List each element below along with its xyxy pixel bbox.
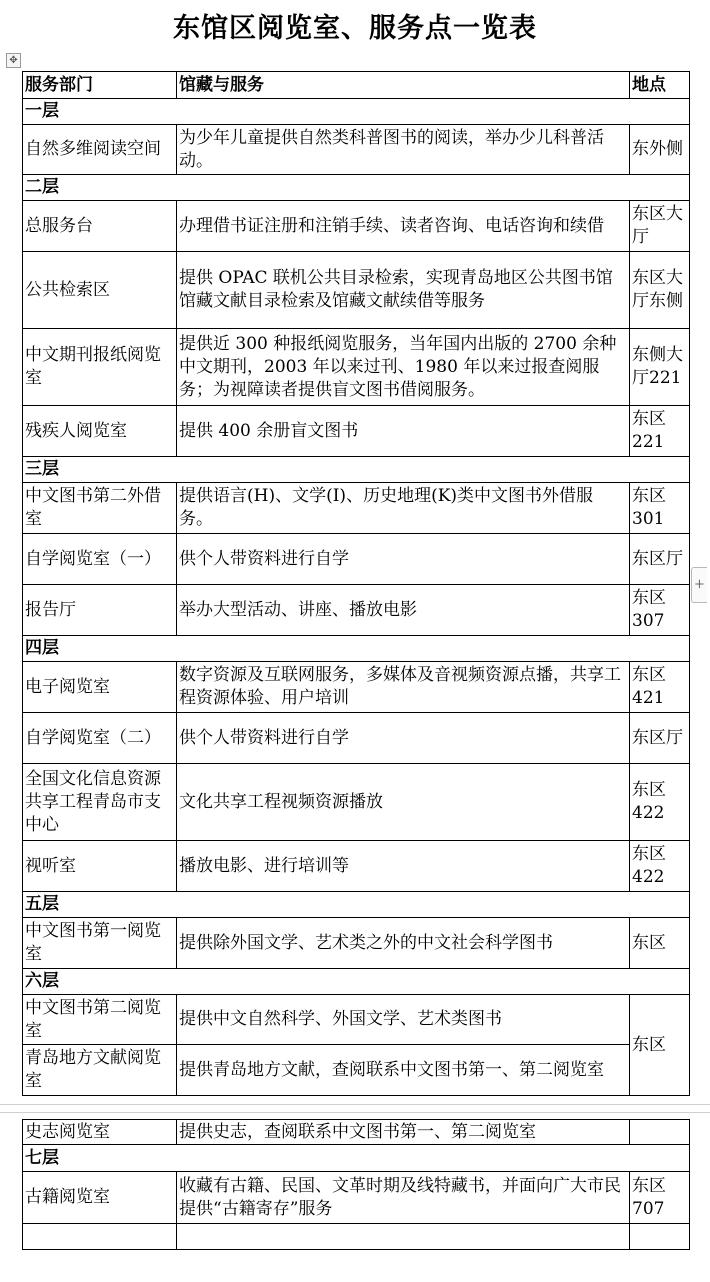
dept-cell: 视听室 [23,841,177,892]
service-cell: 提供近 300 种报纸阅览服务，当年国内出版的 2700 余种中文期刊，2003 年以来过刊、1980 年以来过报查阅服务；为视障读者提供盲文图书借阅服务。 [177,329,630,406]
table-row [23,201,690,252]
table-row [23,585,690,636]
floor-row [23,892,690,918]
location-cell: 东区307 [630,585,690,636]
header-service: 馆藏与服务 [177,72,630,99]
service-cell: 提供 OPAC 联机公共目录检索，实现青岛地区公共图书馆馆藏文献目录检索及馆藏文献续借等服务 [177,252,630,329]
floor-label-5: 五层 [23,892,690,918]
table-row [23,841,690,892]
location-cell: 东区厅 [630,534,690,585]
location-cell: 东外侧 [630,125,690,175]
table-header-row [23,72,690,99]
floor-label-2: 二层 [23,175,690,201]
table-row [23,918,690,969]
dept-cell: 青岛地方文献阅览室 [23,1045,177,1096]
dept-cell: 自学阅览室（一） [23,534,177,585]
table-row-empty [23,1224,690,1250]
service-cell: 提供语言(H)、文学(I)、历史地理(K)类中文图书外借服务。 [177,483,630,534]
service-cell: 收藏有古籍、民国、文革时期及线特藏书，并面向广大市民提供“古籍寄存”服务 [177,1172,630,1224]
location-cell: 东区421 [630,662,690,713]
service-cell: 办理借书证注册和注销手续、读者咨询、电话咨询和续借 [177,201,630,252]
dept-cell: 中文期刊报纸阅览室 [23,329,177,406]
location-cell: 东区 [630,918,690,969]
location-cell: 东区422 [630,841,690,892]
service-cell: 提供青岛地方文献，查阅联系中文图书第一、第二阅览室 [177,1045,630,1096]
location-cell: 东区301 [630,483,690,534]
location-cell: 东区 [630,995,690,1096]
dept-cell: 残疾人阅览室 [23,406,177,457]
floor-row [23,457,690,483]
floor-label-3: 三层 [23,457,690,483]
empty-cell [23,1224,177,1250]
dept-cell: 总服务台 [23,201,177,252]
location-cell: 东区大厅东侧 [630,252,690,329]
dept-cell: 史志阅览室 [23,1120,177,1145]
page-title: 东馆区阅览室、服务点一览表 [173,13,537,44]
table-row [23,406,690,457]
service-table [22,71,690,1096]
table-move-handle-icon[interactable]: ✥ [6,53,21,68]
floor-label-4: 四层 [23,636,690,662]
table-row [23,329,690,406]
table-row [23,1172,690,1224]
location-cell: 东区422 [630,764,690,841]
floor-row [23,99,690,125]
dept-cell: 中文图书第一阅览室 [23,918,177,969]
add-column-handle-icon[interactable]: + [691,567,707,603]
location-cell: 东区707 [630,1172,690,1224]
dept-cell: 自学阅览室（二） [23,713,177,764]
dept-cell: 中文图书第二外借室 [23,483,177,534]
table-row [23,125,690,175]
dept-cell: 古籍阅览室 [23,1172,177,1224]
service-cell: 举办大型活动、讲座、播放电影 [177,585,630,636]
dept-cell: 电子阅览室 [23,662,177,713]
floor-label-1: 一层 [23,99,690,125]
dept-cell: 公共检索区 [23,252,177,329]
floor-label-7: 七层 [23,1145,690,1172]
service-cell: 提供除外国文学、艺术类之外的中文社会科学图书 [177,918,630,969]
table-row [23,662,690,713]
floor-row [23,969,690,995]
table-row [23,764,690,841]
service-cell: 提供史志，查阅联系中文图书第一、第二阅览室 [177,1120,630,1145]
floor-label-6: 六层 [23,969,690,995]
service-cell: 为少年儿童提供自然类科普图书的阅读，举办少儿科普活动。 [177,125,630,175]
location-cell: 东区大厅 [630,201,690,252]
header-location: 地点 [630,72,690,99]
dept-cell: 自然多维阅读空间 [23,125,177,175]
dept-cell: 报告厅 [23,585,177,636]
table-row [23,534,690,585]
location-cell: 东区221 [630,406,690,457]
floor-row [23,636,690,662]
table-row [23,483,690,534]
service-cell: 供个人带资料进行自学 [177,534,630,585]
service-cell: 提供中文自然科学、外国文学、艺术类图书 [177,995,630,1045]
service-cell: 文化共享工程视频资源播放 [177,764,630,841]
dept-cell: 全国文化信息资源共享工程青岛市支中心 [23,764,177,841]
empty-cell [630,1224,690,1250]
location-cell [630,1120,690,1145]
location-cell: 东区厅 [630,713,690,764]
header-dept: 服务部门 [23,72,177,99]
table-row [23,995,690,1045]
service-cell: 数字资源及互联网服务，多媒体及音视频资源点播，共享工程资源体验、用户培训 [177,662,630,713]
table-row [23,252,690,329]
service-cell: 播放电影、进行培训等 [177,841,630,892]
page-break-divider [0,1104,710,1113]
service-table-continued [22,1119,690,1250]
service-cell: 提供 400 余册盲文图书 [177,406,630,457]
service-cell: 供个人带资料进行自学 [177,713,630,764]
dept-cell: 中文图书第二阅览室 [23,995,177,1045]
location-cell: 东侧大厅221 [630,329,690,406]
floor-row [23,175,690,201]
table-row [23,1120,690,1145]
floor-row [23,1145,690,1172]
table-row [23,1045,690,1096]
empty-cell [177,1224,630,1250]
table-row [23,713,690,764]
